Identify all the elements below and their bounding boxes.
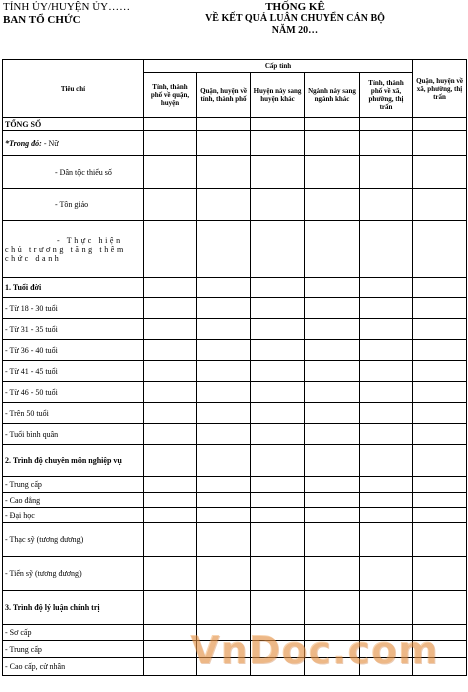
table-row bbox=[3, 131, 467, 156]
row-label: - Trên 50 tuổi bbox=[3, 403, 144, 424]
female-label: - Nữ bbox=[41, 138, 59, 148]
row-label: - Từ 18 - 30 tuổi bbox=[3, 298, 144, 319]
title-line-2: VỀ KẾT QUẢ LUÂN CHUYỂN CÁN BỘ bbox=[205, 13, 385, 24]
watermark-logo: VnDoc.com bbox=[190, 628, 439, 672]
column-header: Huyện này sang huyện khác bbox=[251, 73, 305, 118]
statistics-table bbox=[2, 59, 467, 676]
row-label: - Sơ cấp bbox=[3, 625, 144, 641]
table-row bbox=[3, 403, 467, 424]
row-label: - Trung cấp bbox=[3, 477, 144, 493]
row-label: - Tôn giáo bbox=[3, 189, 144, 221]
in-which-label: *Trong đó: bbox=[5, 138, 42, 148]
column-header: Tỉnh, thành phố về quận, huyện bbox=[144, 73, 197, 118]
table-row bbox=[3, 382, 467, 403]
table-row bbox=[3, 557, 467, 591]
table-row bbox=[3, 221, 467, 278]
column-header: Quận, huyện về xã, phường, thị trấn bbox=[413, 60, 467, 118]
column-header: Tỉnh, thành phố về xã, phường, thị trấn bbox=[360, 73, 413, 118]
row-label: - Đại học bbox=[3, 508, 144, 523]
row-label: - Từ 41 - 45 tuổi bbox=[3, 361, 144, 382]
table-row bbox=[3, 361, 467, 382]
table-row bbox=[3, 156, 467, 189]
document-title bbox=[190, 1, 400, 37]
title-line-3: NĂM 20… bbox=[271, 25, 319, 36]
table-row bbox=[3, 118, 467, 131]
row-label: - Trung cấp bbox=[3, 641, 144, 658]
row-label: - Thạc sỹ (tương đương) bbox=[3, 523, 144, 557]
organization-header bbox=[3, 1, 130, 27]
table-row bbox=[3, 424, 467, 445]
row-label: - Dân tộc thiểu số bbox=[3, 156, 144, 189]
row-label: - Tuổi bình quân bbox=[3, 424, 144, 445]
row-label: - Từ 36 - 40 tuổi bbox=[3, 340, 144, 361]
row-label: - Từ 46 - 50 tuổi bbox=[3, 382, 144, 403]
row-label: - Cao đẳng bbox=[3, 493, 144, 508]
table-row bbox=[3, 591, 467, 625]
column-header: Quận, huyện về tỉnh, thành phố bbox=[197, 73, 251, 118]
row-label: - Thực hiện chủ trương tăng thêm chức danh bbox=[3, 221, 144, 278]
table-row bbox=[3, 477, 467, 493]
table-row bbox=[3, 298, 467, 319]
row-label: 3. Trình độ lý luận chính trị bbox=[3, 591, 144, 625]
org-line-1: TỈNH ỦY/HUYỆN ỦY…… bbox=[3, 1, 131, 13]
row-label: - Cao cấp, cử nhân bbox=[3, 658, 144, 676]
table-row bbox=[3, 278, 467, 298]
row-label: - Từ 31 - 35 tuổi bbox=[3, 319, 144, 340]
group-header-provincial: Cấp tỉnh bbox=[144, 60, 413, 73]
table-row bbox=[3, 189, 467, 221]
row-label: TỔNG SỐ bbox=[3, 118, 144, 131]
row-label: 1. Tuổi đời bbox=[3, 278, 144, 298]
table-row bbox=[3, 508, 467, 523]
table-row bbox=[3, 493, 467, 508]
column-header: Ngành này sang ngành khác bbox=[305, 73, 360, 118]
org-line-2: BAN TỔ CHỨC bbox=[3, 14, 81, 26]
row-label bbox=[3, 131, 144, 156]
table-row bbox=[3, 445, 467, 477]
table-row bbox=[3, 523, 467, 557]
criteria-header: Tiêu chí bbox=[3, 60, 144, 118]
row-label: 2. Trình độ chuyên môn nghiệp vụ bbox=[3, 445, 144, 477]
table-row bbox=[3, 319, 467, 340]
table-row bbox=[3, 340, 467, 361]
title-line-1: THỐNG KÊ bbox=[265, 1, 325, 13]
row-label: - Tiến sỹ (tương đương) bbox=[3, 557, 144, 591]
